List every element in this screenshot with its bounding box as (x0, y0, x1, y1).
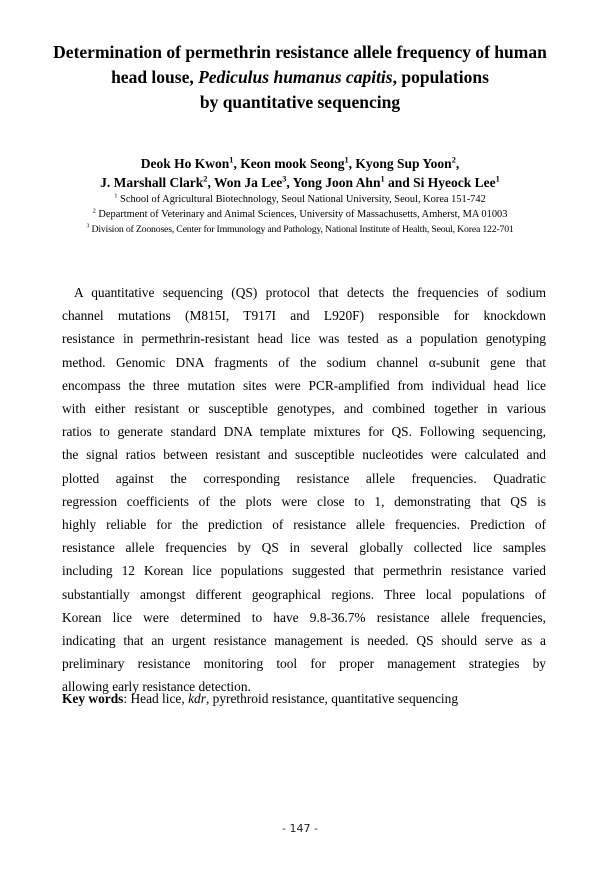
author-affiliation-mark: 1 (495, 174, 500, 184)
title-line-2-post: , populations (392, 67, 489, 87)
affiliation-number: 1 (114, 192, 118, 200)
affiliation-text: School of Agricultural Biotechnology, Seoul National University, Seoul, Korea 151-742 (120, 194, 486, 205)
paper-title (40, 40, 560, 115)
page-number: - 147 - (282, 822, 318, 835)
affiliation-2 (30, 207, 570, 222)
keywords-separator: : (123, 691, 131, 706)
abstract-line: including 12 Korean lice populations suggested that permethrin resistance varied (62, 563, 546, 579)
author-line-2 (30, 173, 570, 192)
affiliation-list (30, 192, 570, 237)
author-separator: , (286, 175, 293, 190)
author-name: Won Ja Lee (213, 175, 283, 190)
abstract-line: the signal ratios between resistant and susceptible nucleotides were calculated and (62, 447, 546, 463)
abstract-line: allowing early resistance detection. (62, 679, 251, 695)
author-affiliation-mark: 3 (282, 174, 287, 184)
affiliation-text: Department of Veterinary and Animal Sciences, University of Massachusetts, Amherst, MA 01003 (98, 209, 508, 220)
author-separator: , (233, 156, 241, 171)
abstract-line: resistance in permethrin-resistant head lice was tested as a population genotyping (62, 331, 546, 347)
affiliation-number: 2 (92, 207, 96, 215)
author-affiliation-mark: 1 (380, 174, 385, 184)
abstract-line: channel mutations (M815I, T917I and L920F) responsible for knockdown (62, 308, 546, 324)
author-name: Deok Ho Kwon (140, 156, 230, 171)
keyword-kdr: kdr (188, 691, 206, 706)
keywords-pre: Head lice, (130, 691, 189, 706)
abstract-line: A quantitative sequencing (QS) protocol that detects the frequencies of sodium (74, 285, 546, 300)
abstract-line: regression coefficients of the plots were close to 1, demonstrating that QS is (62, 493, 546, 509)
author-separator: and (384, 175, 414, 190)
author-separator: , (348, 156, 356, 171)
abstract-line: with either resistant or susceptible genotypes, and combined together in various (62, 401, 546, 417)
title-line-1: Determination of permethrin resistance allele frequency of human (53, 42, 547, 62)
author-separator: , (455, 156, 460, 171)
keywords-label: Key words (62, 691, 124, 706)
affiliation-text: Division of Zoonoses, Center for Immunology and Pathology, National Institute of Health, Seoul, Korea 122-701 (91, 224, 514, 235)
title-line-2 (40, 65, 560, 90)
author-name: Si Hyeock Lee (413, 175, 496, 190)
abstract-line: method. Genomic DNA fragments of the sodium channel α-subunit gene that (62, 354, 546, 370)
abstract-line: encompass the three mutation sites were PCR-amplified from individual head lice (62, 377, 546, 393)
author-name: J. Marshall Clark (100, 175, 204, 190)
affiliation-number: 3 (86, 223, 90, 230)
author-name: Kyong Sup Yoon (355, 156, 452, 171)
author-affiliation-mark: 1 (229, 155, 234, 165)
author-name: Yong Joon Ahn (292, 175, 381, 190)
abstract-line: ratios to generate standard DNA template mixtures for QS. Following sequencing, (62, 424, 546, 440)
abstract-line: highly reliable for the prediction of resistance allele frequencies. Prediction of (62, 517, 546, 533)
author-name: Keon mook Seong (240, 156, 345, 171)
keywords-post: , pyrethroid resistance, quantitative sequencing (205, 691, 459, 706)
abstract-line: plotted against the corresponding resistance allele frequencies. Quadratic (62, 470, 546, 486)
abstract-line: Korean lice were determined to have 9.8-36.7% resistance allele frequencies, (62, 609, 546, 625)
affiliation-3 (30, 222, 570, 237)
abstract-line: resistance allele frequencies by QS in several globally collected lice samples (62, 540, 546, 556)
author-list (30, 154, 570, 192)
author-separator: , (207, 175, 214, 190)
abstract-line: preliminary resistance monitoring tool for proper management strategies by (62, 656, 546, 672)
title-line-3: by quantitative sequencing (199, 92, 401, 112)
author-line-1 (30, 154, 570, 173)
author-affiliation-mark: 1 (344, 155, 349, 165)
title-line-2-pre: head louse, (111, 67, 199, 87)
abstract-body (62, 281, 546, 699)
affiliation-1 (30, 192, 570, 207)
keywords (62, 687, 546, 710)
author-affiliation-mark: 2 (203, 174, 208, 184)
author-affiliation-mark: 2 (451, 155, 456, 165)
abstract-line: indicating that an urgent resistance management is needed. QS should serve as a (62, 633, 546, 649)
abstract-line: substantially amongst different geographical regions. Three local populations of (62, 586, 546, 602)
species-name: Pediculus humanus capitis (198, 67, 393, 87)
